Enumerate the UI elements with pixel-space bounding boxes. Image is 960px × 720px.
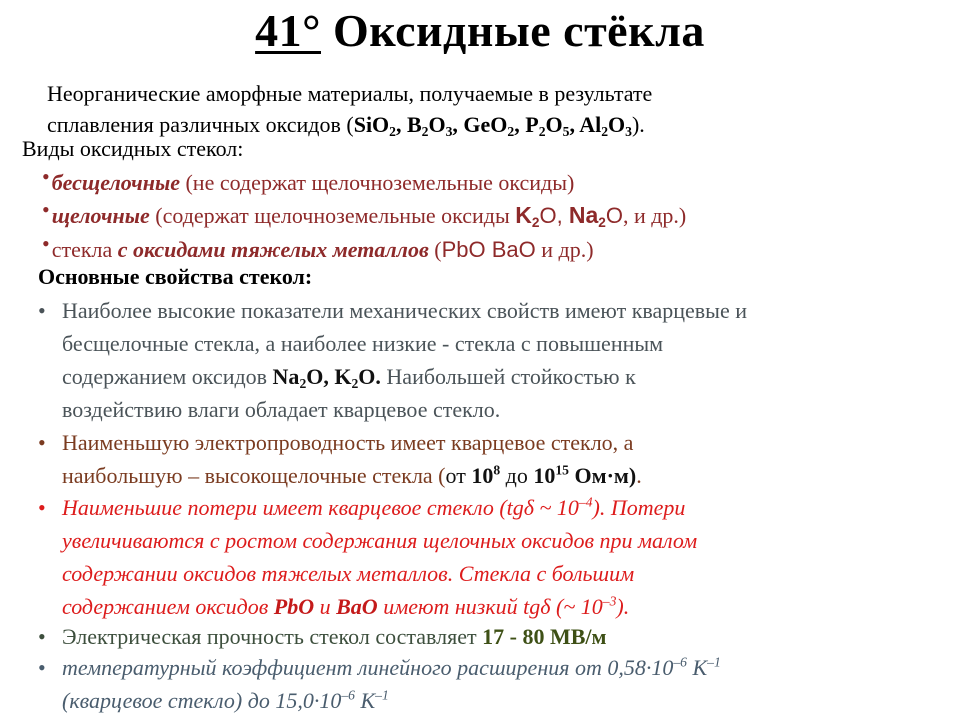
- property-thermal-expansion: • температурный коэффициент линейного расширения от $0,58\cdot 10^{-6}$ $K^{-1}$ (кварцевое стекло) до $15,0\cdot 10^{-6}$ $K^{-1}$: [38, 651, 938, 717]
- title-number: 41°: [255, 5, 321, 56]
- bullet-icon: •: [38, 298, 46, 323]
- intro-paragraph: [47, 78, 652, 140]
- property-conductivity: • Наименьшую электропроводность имеет кварцевое стекло, а наибольшую – высокощелочные стекла (от $10^8$ до $10^{15}$ Ом·м).: [38, 426, 938, 492]
- bullet-icon: •: [38, 430, 46, 455]
- oxide-list: SiO$_2$, $B_2O_3$, GeO$_2$, $P_2O_5$, $Al_2O_3$: [353, 112, 632, 139]
- bullet-icon: •: [42, 231, 50, 256]
- title-text: Оксидные стёкла: [321, 5, 705, 56]
- bullet-icon: •: [38, 655, 46, 680]
- property-mechanical: • Наиболее высокие показатели механических свойств имеют кварцевые и бесщелочные стекла, а наиболее низкие - стекла с повышенным содержанием оксидов $Na_2O$, $K_2O$. Наибольшей стойкостью к воздействию влаги обладает кварцевое стекло.: [38, 294, 938, 426]
- property-dielectric-strength: • Электрическая прочность стекол составляет 17 - 80 МВ/м: [38, 620, 938, 653]
- bullet-icon: •: [42, 164, 50, 189]
- type-item-heavy-metal: •стекла с оксидами тяжелых металлов (PbO BaO и др.): [42, 231, 594, 262]
- properties-heading: Основные свойства стекол:: [38, 264, 313, 289]
- page-title: [0, 4, 960, 57]
- bullet-icon: •: [38, 624, 46, 649]
- types-heading: Виды оксидных стекол:: [22, 136, 244, 161]
- intro-prefix: сплавления различных оксидов (: [47, 112, 354, 137]
- property-losses: • Наименьшие потери имеет кварцевое стекло (tgδ ~ $10^{-4}$). Потери увеличиваются с ростом содержания щелочных оксидов при малом содержании оксидов тяжелых металлов. Стекла с большим содержанием оксидов PbO и BaO имеют низкий tgδ (~ $10^{-3}$).: [38, 491, 938, 623]
- type-item-alkaline: •щелочные (содержат щелочноземельные оксиды $K_2O$, $Na_2O$, и др.): [42, 197, 687, 230]
- bullet-icon: •: [42, 197, 50, 222]
- type-item-alkali-free: •бесщелочные (не содержат щелочноземельные оксиды): [42, 164, 575, 195]
- bullet-icon: •: [38, 495, 46, 520]
- intro-suffix: ).: [631, 112, 645, 137]
- intro-line-1: Неорганические аморфные материалы, получаемые в результате: [47, 81, 653, 106]
